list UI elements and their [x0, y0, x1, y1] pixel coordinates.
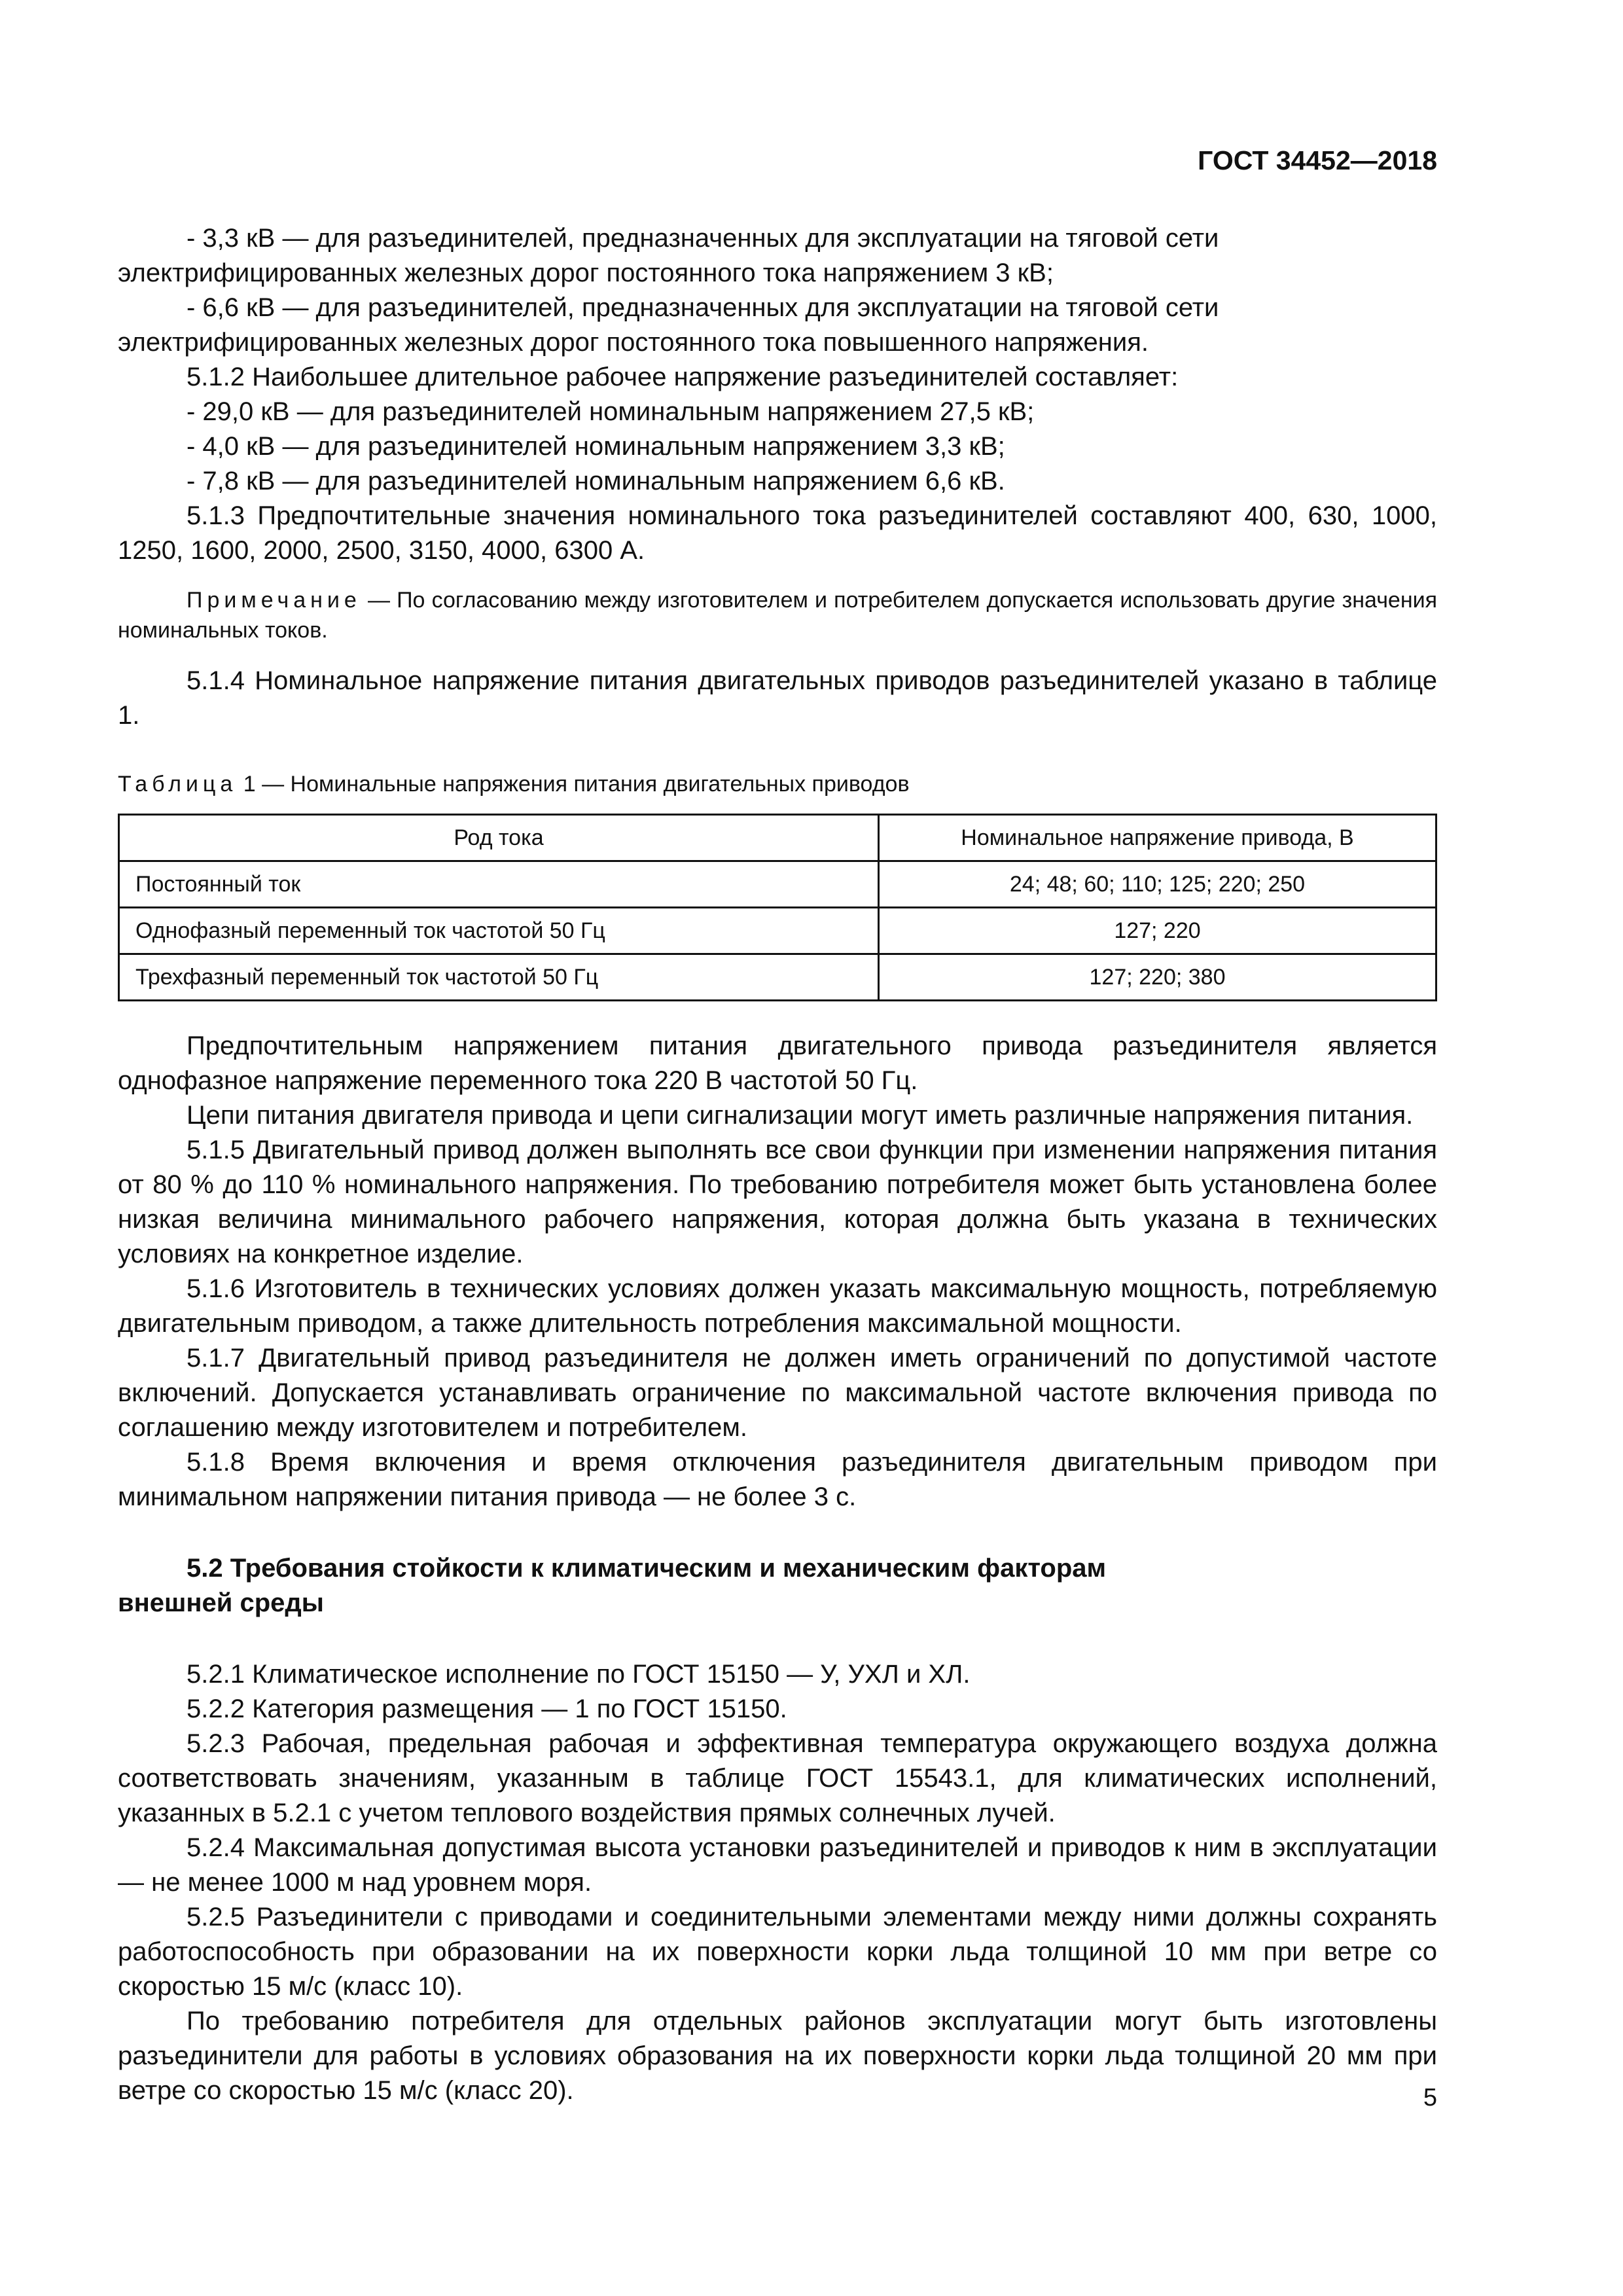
paragraph-5-2-2: 5.2.2 Категория размещения — 1 по ГОСТ 15150. — [187, 1695, 787, 1723]
paragraph-power-circuits: Цепи питания двигателя привода и цепи сигнализации могут иметь различные напряжения питания. — [187, 1101, 1414, 1130]
document-body — [118, 221, 1437, 2108]
paragraph-5-2-3: 5.2.3 Рабочая, предельная рабочая и эффективная температура окружающего воздуха должна соответствовать значениям, указанным в таблице ГОСТ 15543.1, для климатических исполнений, указанных в 5.2.1 с учетом теплового воздействия прямых солнечных лучей. — [118, 1729, 1437, 1827]
table-cell: Постоянный ток — [119, 861, 879, 908]
table-cell: 127; 220 — [879, 908, 1436, 954]
paragraph-5-1-7: 5.1.7 Двигательный привод разъединителя не должен иметь ограничений по допустимой частоте включений. Допускается устанавливать ограничение по максимальной частоте включения привода по соглашению между изготовителем и потребителем. — [118, 1344, 1437, 1442]
table-caption-label: Таблица — [118, 772, 238, 797]
table-row — [119, 954, 1436, 1001]
table-cell: Однофазный переменный ток частотой 50 Гц — [119, 908, 879, 954]
table-row — [119, 908, 1436, 954]
paragraph-5-2-5: 5.2.5 Разъединители с приводами и соединительными элементами между ними должны сохранять работоспособность при образовании на их поверхности корки льда толщиной 10 мм при ветре со скоростью 15 м/с (класс 10). — [118, 1903, 1437, 2001]
note — [118, 585, 1437, 645]
header-nominal-voltage: Номинальное напряжение привода, В — [879, 815, 1436, 861]
note-text: — По согласованию между изготовителем и потребителем допускается использовать другие значения номинальных токов. — [118, 588, 1437, 643]
paragraph-ice-class-20: По требованию потребителя для отдельных районов эксплуатации могут быть изготовлены разъединители для работы в условиях образования на их поверхности корки льда толщиной 20 мм при ветре со скоростью 15 м/с (класс 20). — [118, 2007, 1437, 2105]
page-number: 5 — [1423, 2084, 1437, 2111]
table-header-row — [119, 815, 1436, 861]
paragraph-5-1-6: 5.1.6 Изготовитель в технических условиях должен указать максимальную мощность, потребляемую двигательным приводом, а также длительность потребления максимальной мощности. — [118, 1274, 1437, 1338]
section-title-line1: 5.2 Требования стойкости к климатическим и механическим факторам — [187, 1554, 1107, 1583]
table-caption — [118, 767, 1437, 802]
note-label: Примечание — [187, 588, 361, 613]
paragraph-5-1-3: 5.1.3 Предпочтительные значения номинального тока разъединителей составляют 400, 630, 1000, 1250, 1600, 2000, 2500, 3150, 4000, 6300 А. — [118, 501, 1437, 565]
list-item-7-8kv: - 7,8 кВ — для разъединителей номинальным напряжением 6,6 кВ. — [187, 467, 1005, 495]
paragraph-5-1-5: 5.1.5 Двигательный привод должен выполнять все свои функции при изменении напряжения питания от 80 % до 110 % номинального напряжения. По требованию потребителя может быть установлена более низкая величина минимального рабочего напряжения, которая должна быть указана в технических условиях на конкретное изделие. — [118, 1136, 1437, 1268]
document-code-header: ГОСТ 34452—2018 — [1198, 145, 1437, 175]
header-current-type: Род тока — [119, 815, 879, 861]
voltage-table — [118, 814, 1437, 1001]
paragraph-preferred-voltage: Предпочтительным напряжением питания двигательного привода разъединителя является однофазное напряжение переменного тока 220 В частотой 50 Гц. — [118, 1031, 1437, 1095]
paragraph-5-2-4: 5.2.4 Максимальная допустимая высота установки разъединителей и приводов к ним в эксплуатации — не менее 1000 м над уровнем моря. — [118, 1833, 1437, 1897]
paragraph-5-1-2: 5.1.2 Наибольшее длительное рабочее напряжение разъединителей составляет: — [187, 363, 1179, 391]
table-cell: Трехфазный переменный ток частотой 50 Гц — [119, 954, 879, 1001]
table-cell: 127; 220; 380 — [879, 954, 1436, 1001]
list-item-3-3kv: - 3,3 кВ — для разъединителей, предназначенных для эксплуатации на тяговой сети электрифицированных железных дорог постоянного тока напряжением 3 кВ; — [118, 224, 1219, 287]
table-row — [119, 861, 1436, 908]
paragraph-5-1-8: 5.1.8 Время включения и время отключения разъединителя двигательным приводом при минимальном напряжении питания привода — не более 3 с. — [118, 1448, 1437, 1511]
table-caption-text: 1 — Номинальные напряжения питания двигательных приводов — [237, 772, 910, 797]
list-item-4kv: - 4,0 кВ — для разъединителей номинальным напряжением 3,3 кВ; — [187, 432, 1005, 461]
paragraph-5-1-4: 5.1.4 Номинальное напряжение питания двигательных приводов разъединителей указано в таблице 1. — [118, 666, 1437, 730]
list-item-6-6kv: - 6,6 кВ — для разъединителей, предназначенных для эксплуатации на тяговой сети электрифицированных железных дорог постоянного тока повышенного напряжения. — [118, 293, 1219, 357]
section-title-5-2 — [118, 1551, 1437, 1621]
paragraph-5-2-1: 5.2.1 Климатическое исполнение по ГОСТ 15150 — У, УХЛ и ХЛ. — [187, 1660, 971, 1689]
table-cell: 24; 48; 60; 110; 125; 220; 250 — [879, 861, 1436, 908]
section-title-line2: внешней среды — [118, 1588, 324, 1617]
list-item-29kv: - 29,0 кВ — для разъединителей номинальным напряжением 27,5 кВ; — [187, 397, 1035, 426]
